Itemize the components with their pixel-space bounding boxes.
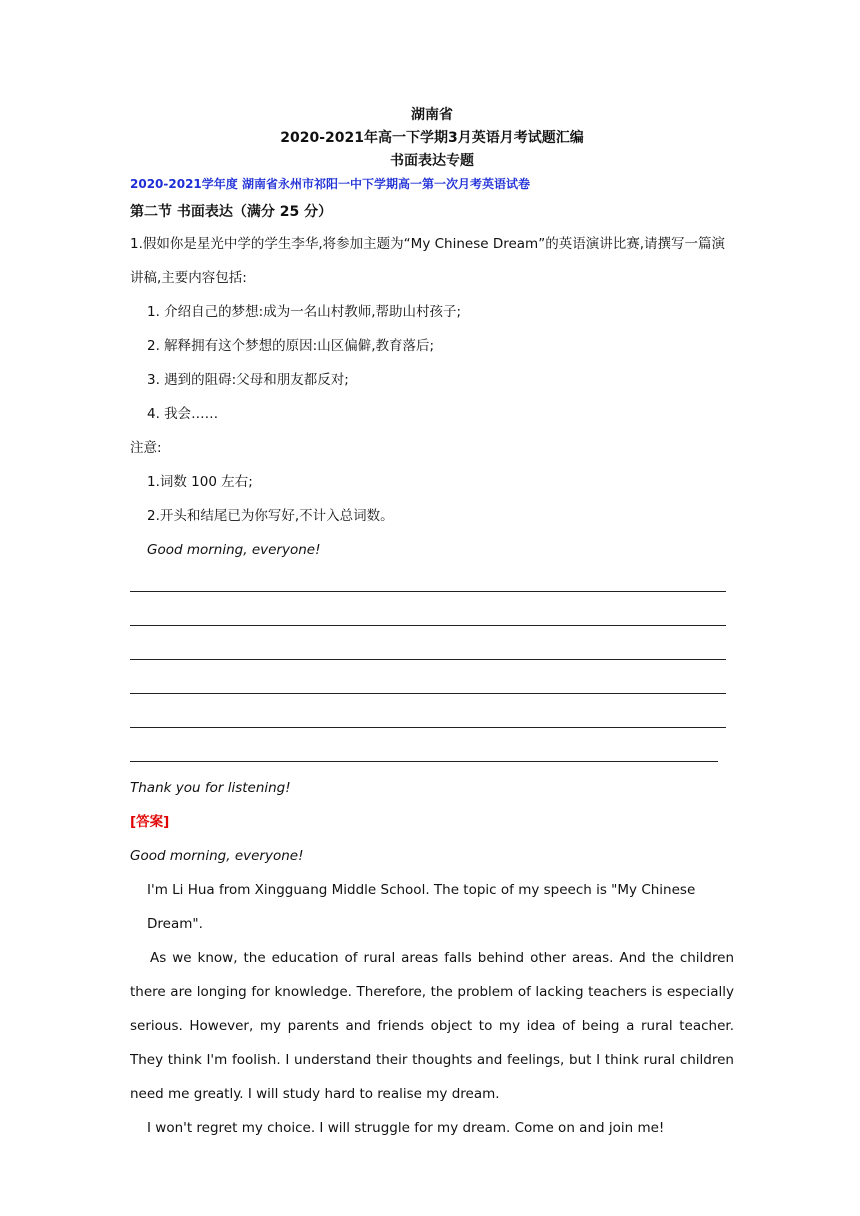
requirement-item: 3. 遇到的阻碍:父母和朋友都反对; — [147, 372, 349, 388]
answer-greeting: Good morning, everyone! — [130, 848, 304, 864]
note-item: 2.开头和结尾已为你写好,不计入总词数。 — [147, 508, 394, 524]
speech-opening: Good morning, everyone! — [147, 542, 321, 558]
requirement-item: 4. 我会…… — [147, 406, 219, 422]
exam-source: 2020-2021学年度 湖南省永州市祁阳一中下学期高一第一次月考英语试卷 — [130, 177, 530, 191]
answer-blank-line — [130, 737, 734, 771]
question-prompt: 1.假如你是星光中学的学生李华,将参加主题为“My Chinese Dream”的英语演讲比赛,请撰写一篇演讲稿,主要内容包括: — [130, 236, 725, 286]
title-province: 湖南省 — [411, 107, 453, 123]
answer-blank-line — [130, 601, 734, 635]
answer-blank-line — [130, 635, 734, 669]
answer-paragraph: I'm Li Hua from Xingguang Middle School. The topic of my speech is "My Chinese Dream". — [147, 882, 696, 932]
answer-paragraph: As we know, the education of rural areas falls behind other areas. And the children there are longing for knowledge. Therefore, the problem of lacking teachers is especially serious. However, my parents and friends object to my idea of being a rural teacher. They think I'm foolish. I understand their thoughts and feelings, but I think rural children need me greatly. I will study hard to realise my dream. — [130, 950, 734, 1102]
document-title — [130, 104, 734, 173]
section-title: 第二节 书面表达（满分 25 分） — [130, 204, 333, 220]
requirement-item: 2. 解释拥有这个梦想的原因:山区偏僻,教育落后; — [147, 338, 435, 354]
speech-closing: Thank you for listening! — [130, 780, 291, 796]
answer-blank-line — [130, 669, 734, 703]
title-topic: 书面表达专题 — [390, 153, 474, 169]
answer-paragraph: I won't regret my choice. I will struggle for my dream. Come on and join me! — [147, 1120, 665, 1136]
answer-label: [答案] — [130, 814, 170, 830]
note-item: 1.词数 100 左右; — [147, 474, 253, 490]
document-page — [130, 104, 734, 1145]
answer-blank-line — [130, 567, 734, 601]
title-main: 2020-2021年高一下学期3月英语月考试题汇编 — [280, 130, 584, 146]
requirement-item: 1. 介绍自己的梦想:成为一名山村教师,帮助山村孩子; — [147, 304, 462, 320]
answer-blank-line — [130, 703, 734, 737]
notes-label: 注意: — [130, 440, 162, 456]
